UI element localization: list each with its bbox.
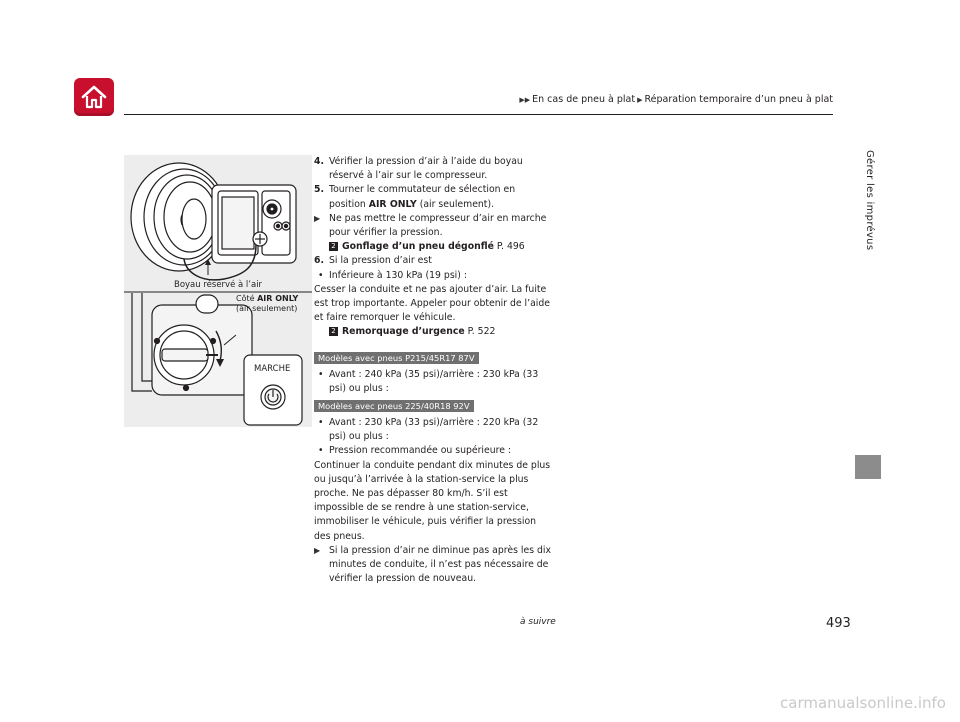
xref-title[interactable]: Gonflage d’un pneu dégonflé (342, 241, 494, 253)
xref-icon: 2 (329, 242, 338, 251)
bullet-text: Inférieure à 130 kPa (19 psi) : (329, 269, 467, 281)
bullet-text: Avant : 230 kPa (33 psi)/arrière : 220 kPa (32 psi) ou plus : (329, 417, 539, 443)
note-text: Ne pas mettre le compresseur d’air en marche pour vérifier la pression. (329, 212, 547, 239)
home-icon (80, 84, 108, 110)
xref-title[interactable]: Remorquage d’urgence (342, 326, 465, 338)
instructions (314, 155, 554, 586)
side-callout-label: Côté AIR ONLY (236, 294, 299, 303)
step-5-note (314, 212, 554, 240)
side-tab (855, 85, 881, 455)
bullet-text: Pression recommandée ou supérieure : (329, 445, 512, 457)
step-6 (314, 254, 554, 268)
hose-callout-label: Boyau réservé à l’air (174, 280, 263, 290)
step-bold-term: AIR ONLY (368, 198, 417, 210)
step-text: Tourner le commutateur de sélection en position (329, 184, 516, 210)
step-text: (air seulement). (416, 198, 495, 210)
bullet-body: Cesser la conduite et ne pas ajouter d’air. La fuite est trop importante. Appeler pour obtenir de l’aide et faire remorquer le véhicule. (314, 283, 550, 324)
bullet-recommended (314, 444, 554, 458)
step-text: Vérifier la pression d’air à l’aide du boyau réservé à l’air sur le compresseur. (329, 156, 523, 182)
bullet-icon: • (318, 445, 324, 457)
model-badge: Modèles avec pneus 225/40R18 92V (314, 400, 474, 412)
xref-inflating-tire[interactable] (329, 240, 554, 254)
bullet-icon: • (318, 368, 324, 380)
breadcrumb-arrow-icon: ▶ (637, 96, 643, 104)
bullet-icon: • (318, 269, 324, 281)
bullet-text: Avant : 240 kPa (35 psi)/arrière : 230 kPa (33 psi) ou plus : (329, 368, 539, 394)
xref-page: P. 496 (493, 241, 525, 253)
on-button-label: MARCHE (254, 364, 291, 374)
note-arrow-icon: ▶ (314, 545, 321, 555)
note-text: Si la pression d’air ne diminue pas après les dix minutes de conduite, il n’est pas nécessaire de vérifier la pression de nouveau. (329, 544, 552, 585)
bullet-body: Continuer la conduite pendant dix minutes de plus ou jusqu’à l’arrivée à la station-service la plus proche. Ne pas dépasser 80 km/h. S’il est impossible de se rendre à une station-service, immobiliser le véhicule, puis vérifier la pression des pneus. (314, 459, 551, 542)
watermark: carmanualsonline.info (780, 694, 946, 712)
page-number: 493 (826, 616, 851, 631)
xref-icon: 2 (329, 327, 338, 336)
step-4 (314, 155, 554, 183)
xref-emergency-towing[interactable] (329, 325, 554, 339)
step-number: 6. (314, 255, 325, 267)
bullet-pressure-225 (314, 416, 554, 444)
breadcrumb (519, 94, 833, 105)
step-6-note (314, 544, 554, 587)
note-arrow-icon: ▶ (314, 213, 321, 223)
compressor-body (212, 185, 296, 263)
side-callout-sub: (air seulement) (236, 304, 298, 313)
bullet-low-pressure (314, 269, 554, 283)
compressor-illustration (124, 155, 312, 427)
step-text: Si la pression d’air est (329, 255, 432, 267)
xref-page: P. 522 (464, 326, 496, 338)
breadcrumb-link-flat-tire[interactable]: En cas de pneu à plat (532, 94, 636, 105)
breadcrumb-current: Réparation temporaire d’un pneu à plat (644, 94, 833, 105)
step-number: 4. (314, 156, 325, 167)
header-divider (124, 114, 833, 115)
compressor-drawing (124, 155, 312, 427)
bullet-pressure-p215 (314, 368, 554, 396)
side-tab-label[interactable]: Gérer les imprévus (864, 150, 875, 251)
side-tab-marker (855, 455, 881, 479)
continued-label: à suivre (520, 617, 556, 627)
bullet-icon: • (318, 417, 324, 429)
breadcrumb-arrow-icon: ▶▶ (519, 96, 531, 104)
step-number: 5. (314, 184, 325, 196)
step-5 (314, 183, 554, 211)
model-badge: Modèles avec pneus P215/45R17 87V (314, 352, 479, 364)
home-button[interactable] (74, 78, 114, 116)
